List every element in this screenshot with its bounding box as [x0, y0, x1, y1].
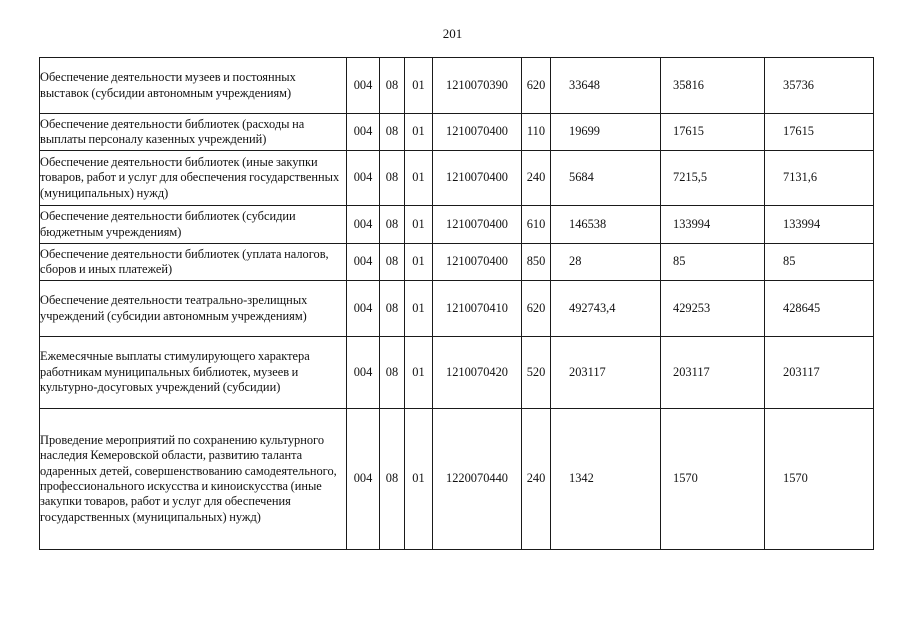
subsection-code-cell: 01 [405, 151, 433, 206]
budget-table [39, 57, 874, 550]
expense-name-cell: Обеспечение деятельности музеев и постоянных выставок (субсидии автономным учреждениям) [40, 58, 347, 114]
expense-type-cell: 610 [522, 206, 551, 244]
section-code-cell: 08 [380, 114, 405, 151]
amount-1-cell: 28 [551, 244, 661, 281]
subsection-code-cell: 01 [405, 337, 433, 409]
amount-2-cell: 203117 [661, 337, 765, 409]
amount-2-cell: 133994 [661, 206, 765, 244]
target-code-cell: 1210070400 [433, 244, 522, 281]
ministry-code-cell: 004 [347, 409, 380, 550]
amount-2-cell: 17615 [661, 114, 765, 151]
target-code-cell: 1210070420 [433, 337, 522, 409]
table-row [40, 337, 874, 409]
amount-3-cell: 1570 [765, 409, 874, 550]
amount-2-cell: 7215,5 [661, 151, 765, 206]
amount-3-cell: 35736 [765, 58, 874, 114]
amount-1-cell: 1342 [551, 409, 661, 550]
expense-type-cell: 620 [522, 58, 551, 114]
amount-3-cell: 17615 [765, 114, 874, 151]
expense-type-cell: 850 [522, 244, 551, 281]
amount-2-cell: 1570 [661, 409, 765, 550]
amount-1-cell: 146538 [551, 206, 661, 244]
ministry-code-cell: 004 [347, 281, 380, 337]
expense-type-cell: 110 [522, 114, 551, 151]
amount-1-cell: 492743,4 [551, 281, 661, 337]
amount-1-cell: 203117 [551, 337, 661, 409]
amount-1-cell: 19699 [551, 114, 661, 151]
ministry-code-cell: 004 [347, 58, 380, 114]
target-code-cell: 1220070440 [433, 409, 522, 550]
amount-1-cell: 5684 [551, 151, 661, 206]
target-code-cell: 1210070400 [433, 114, 522, 151]
expense-name-cell: Обеспечение деятельности библиотек (иные закупки товаров, работ и услуг для обеспечения государственных (муниципальных) нужд) [40, 151, 347, 206]
section-code-cell: 08 [380, 151, 405, 206]
amount-2-cell: 429253 [661, 281, 765, 337]
table-row [40, 114, 874, 151]
target-code-cell: 1210070390 [433, 58, 522, 114]
amount-3-cell: 85 [765, 244, 874, 281]
expense-type-cell: 620 [522, 281, 551, 337]
amount-3-cell: 133994 [765, 206, 874, 244]
expense-name-cell: Обеспечение деятельности библиотек (расходы на выплаты персоналу казенных учреждений) [40, 114, 347, 151]
subsection-code-cell: 01 [405, 409, 433, 550]
ministry-code-cell: 004 [347, 206, 380, 244]
subsection-code-cell: 01 [405, 58, 433, 114]
table-row [40, 206, 874, 244]
amount-1-cell: 33648 [551, 58, 661, 114]
ministry-code-cell: 004 [347, 244, 380, 281]
page-number: 201 [442, 26, 463, 41]
section-code-cell: 08 [380, 281, 405, 337]
ministry-code-cell: 004 [347, 151, 380, 206]
expense-type-cell: 240 [522, 409, 551, 550]
subsection-code-cell: 01 [405, 281, 433, 337]
amount-3-cell: 203117 [765, 337, 874, 409]
expense-name-cell: Обеспечение деятельности библиотек (уплата налогов, сборов и иных платежей) [40, 244, 347, 281]
subsection-code-cell: 01 [405, 206, 433, 244]
table-row [40, 58, 874, 114]
section-code-cell: 08 [380, 409, 405, 550]
subsection-code-cell: 01 [405, 244, 433, 281]
target-code-cell: 1210070410 [433, 281, 522, 337]
section-code-cell: 08 [380, 244, 405, 281]
amount-2-cell: 35816 [661, 58, 765, 114]
table-row [40, 151, 874, 206]
target-code-cell: 1210070400 [433, 206, 522, 244]
amount-2-cell: 85 [661, 244, 765, 281]
section-code-cell: 08 [380, 58, 405, 114]
amount-3-cell: 7131,6 [765, 151, 874, 206]
table-row [40, 281, 874, 337]
table-row [40, 244, 874, 281]
expense-name-cell: Обеспечение деятельности библиотек (субсидии бюджетным учреждениям) [40, 206, 347, 244]
table-row [40, 409, 874, 550]
expense-name-cell: Проведение мероприятий по сохранению культурного наследия Кемеровской области, развитию таланта одаренных детей, совершенствованию самодеятельного, профессионального искусства и киноискусства (иные закупки товаров, работ и услуг для обеспечения государственных (муниципальных) нужд) [40, 409, 347, 550]
subsection-code-cell: 01 [405, 114, 433, 151]
expense-type-cell: 240 [522, 151, 551, 206]
ministry-code-cell: 004 [347, 337, 380, 409]
section-code-cell: 08 [380, 337, 405, 409]
expense-name-cell: Обеспечение деятельности театрально-зрелищных учреждений (субсидии автономным учреждениям) [40, 281, 347, 337]
expense-name-cell: Ежемесячные выплаты стимулирующего характера работникам муниципальных библиотек, музеев и культурно-досуговых учреждений (субсидии) [40, 337, 347, 409]
amount-3-cell: 428645 [765, 281, 874, 337]
section-code-cell: 08 [380, 206, 405, 244]
ministry-code-cell: 004 [347, 114, 380, 151]
expense-type-cell: 520 [522, 337, 551, 409]
target-code-cell: 1210070400 [433, 151, 522, 206]
